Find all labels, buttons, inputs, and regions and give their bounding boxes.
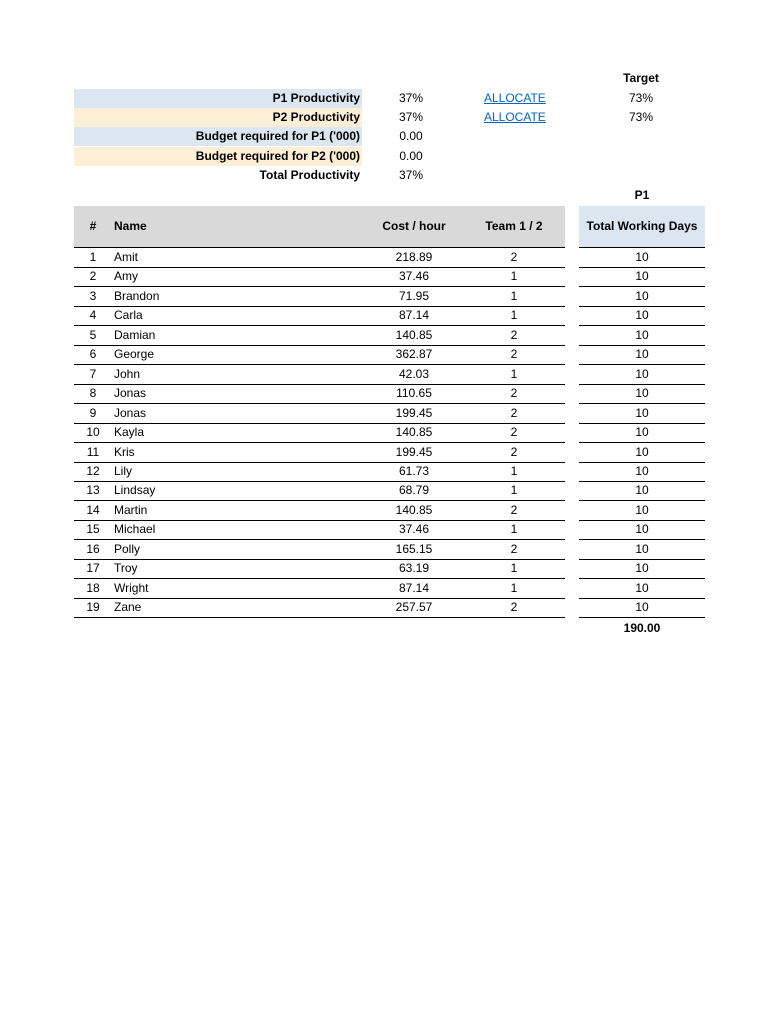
- row-name: Lily: [114, 464, 133, 478]
- row-cost: 140.85: [395, 503, 433, 517]
- row-cost: 87.14: [398, 308, 430, 322]
- working-days-cell: 10: [579, 598, 705, 618]
- row-cost: 362.87: [395, 347, 433, 361]
- working-days-cell: 10: [579, 520, 705, 540]
- budget-p2-label: Budget required for P2 ('000): [74, 147, 362, 166]
- table-row: [74, 248, 565, 268]
- row-team: 1: [510, 367, 518, 381]
- row-cost: 42.03: [398, 367, 430, 381]
- row-cost: 68.79: [398, 483, 430, 497]
- table-row: [74, 443, 565, 463]
- row-name: Kayla: [114, 425, 145, 439]
- row-name: Polly: [114, 542, 141, 556]
- row-name: Jonas: [114, 386, 147, 400]
- row-team: 2: [510, 250, 518, 264]
- working-days-cell: 10: [579, 326, 705, 346]
- row-cost: 37.46: [398, 269, 430, 283]
- row-number: 7: [89, 367, 97, 381]
- table-row: [74, 345, 565, 365]
- table-row: [74, 384, 565, 404]
- working-days-cell: 10: [579, 423, 705, 443]
- row-name: Wright: [114, 581, 149, 595]
- row-team: 1: [510, 269, 518, 283]
- table-row: [74, 326, 565, 346]
- row-team: 2: [510, 445, 518, 459]
- row-name: Amy: [114, 269, 138, 283]
- row-name: John: [114, 367, 141, 381]
- row-cost: 257.57: [395, 600, 433, 614]
- p1-productivity-value: 37%: [398, 91, 424, 105]
- row-number: 2: [89, 269, 97, 283]
- row-number: 6: [89, 347, 97, 361]
- col-cost-header: Cost / hour: [382, 219, 446, 233]
- working-days-cell: 10: [579, 579, 705, 599]
- row-team: 1: [510, 522, 518, 536]
- table-row: [74, 267, 565, 287]
- row-cost: 165.15: [395, 542, 433, 556]
- working-days-cell: 10: [579, 287, 705, 307]
- row-cost: 71.95: [398, 289, 430, 303]
- row-cost: 199.45: [395, 406, 433, 420]
- row-name: Carla: [114, 308, 143, 322]
- row-cost: 140.85: [395, 425, 433, 439]
- row-number: 19: [86, 600, 100, 614]
- row-number: 16: [86, 542, 100, 556]
- working-days-cell: 10: [579, 481, 705, 501]
- row-name: Troy: [114, 561, 138, 575]
- p1-target-value: 73%: [628, 91, 654, 105]
- row-name: Lindsay: [114, 483, 156, 497]
- row-cost: 61.73: [398, 464, 430, 478]
- row-name: George: [114, 347, 155, 361]
- row-cost: 37.46: [398, 522, 430, 536]
- p1-productivity-label: P1 Productivity: [74, 89, 362, 108]
- working-days-cell: 10: [579, 540, 705, 560]
- table-row: [74, 365, 565, 385]
- row-number: 13: [86, 483, 100, 497]
- row-cost: 110.65: [396, 386, 432, 400]
- p2-target-value: 73%: [628, 110, 654, 124]
- working-days-cell: 10: [579, 501, 705, 521]
- row-number: 12: [86, 464, 100, 478]
- table-row: [74, 423, 565, 443]
- working-days-cell: 10: [579, 443, 705, 463]
- row-team: 2: [510, 425, 518, 439]
- budget-p1-value: 0.00: [399, 129, 423, 143]
- p2-productivity-value: 37%: [398, 110, 424, 124]
- row-team: 1: [510, 289, 518, 303]
- row-cost: 140.85: [395, 328, 433, 342]
- row-name: Brandon: [114, 289, 160, 303]
- row-name: Martin: [114, 503, 148, 517]
- row-name: Kris: [114, 445, 135, 459]
- row-cost: 218.89: [395, 250, 433, 264]
- working-days-cell: 10: [579, 404, 705, 424]
- col-num-header: #: [89, 219, 97, 233]
- working-days-cell: 10: [579, 559, 705, 579]
- row-name: Amit: [114, 250, 138, 264]
- row-name: Jonas: [114, 406, 147, 420]
- working-days-cell: 10: [579, 365, 705, 385]
- row-number: 9: [89, 406, 97, 420]
- row-number: 11: [86, 445, 100, 459]
- table-row: [74, 404, 565, 424]
- row-cost: 87.14: [398, 581, 430, 595]
- p1-title: P1: [634, 188, 650, 202]
- row-number: 10: [86, 425, 100, 439]
- row-team: 2: [510, 386, 518, 400]
- table-row: [74, 559, 565, 579]
- row-number: 14: [86, 503, 100, 517]
- p2-productivity-label: P2 Productivity: [74, 108, 362, 127]
- row-number: 8: [89, 386, 97, 400]
- row-team: 1: [510, 308, 518, 322]
- working-days-cell: 10: [579, 248, 705, 268]
- row-team: 2: [510, 600, 518, 614]
- row-number: 5: [89, 328, 97, 342]
- row-team: 2: [510, 347, 518, 361]
- row-team: 1: [510, 581, 518, 595]
- row-team: 2: [510, 503, 518, 517]
- row-number: 1: [89, 250, 97, 264]
- table-row: [74, 520, 565, 540]
- table-row: [74, 462, 565, 482]
- table-row: [74, 481, 565, 501]
- budget-p2-value: 0.00: [399, 149, 423, 163]
- table-row: [74, 598, 565, 618]
- row-number: 18: [86, 581, 100, 595]
- col-name-header: Name: [114, 219, 147, 233]
- table-row: [74, 579, 565, 599]
- col-working-days-header: Total Working Days: [586, 219, 698, 233]
- row-name: Michael: [114, 522, 156, 536]
- col-team-header: Team 1 / 2: [485, 219, 543, 233]
- row-cost: 199.45: [395, 445, 433, 459]
- row-cost: 63.19: [398, 561, 430, 575]
- allocate-p1-link[interactable]: ALLOCATE: [484, 91, 546, 105]
- row-team: 2: [510, 542, 518, 556]
- working-days-cell: 10: [579, 384, 705, 404]
- row-name: Damian: [114, 328, 156, 342]
- table-row: [74, 306, 565, 326]
- working-days-cell: 10: [579, 345, 705, 365]
- budget-p1-label: Budget required for P1 ('000): [74, 127, 362, 146]
- table-row: [74, 501, 565, 521]
- row-team: 1: [510, 464, 518, 478]
- allocate-p2-link[interactable]: ALLOCATE: [484, 110, 546, 124]
- row-team: 2: [510, 328, 518, 342]
- total-productivity-label: Total Productivity: [259, 168, 360, 182]
- table-row: [74, 287, 565, 307]
- target-header: Target: [623, 71, 659, 85]
- row-number: 15: [86, 522, 100, 536]
- total-productivity-value: 37%: [398, 168, 424, 182]
- row-team: 1: [510, 483, 518, 497]
- row-name: Zane: [114, 600, 142, 614]
- working-days-cell: 10: [579, 462, 705, 482]
- row-team: 2: [510, 406, 518, 420]
- table-row: [74, 540, 565, 560]
- working-days-cell: 10: [579, 267, 705, 287]
- row-team: 1: [510, 561, 518, 575]
- row-number: 3: [89, 289, 97, 303]
- row-number: 17: [86, 561, 100, 575]
- row-number: 4: [89, 308, 97, 322]
- total-working-days: 190.00: [623, 621, 661, 635]
- working-days-cell: 10: [579, 306, 705, 326]
